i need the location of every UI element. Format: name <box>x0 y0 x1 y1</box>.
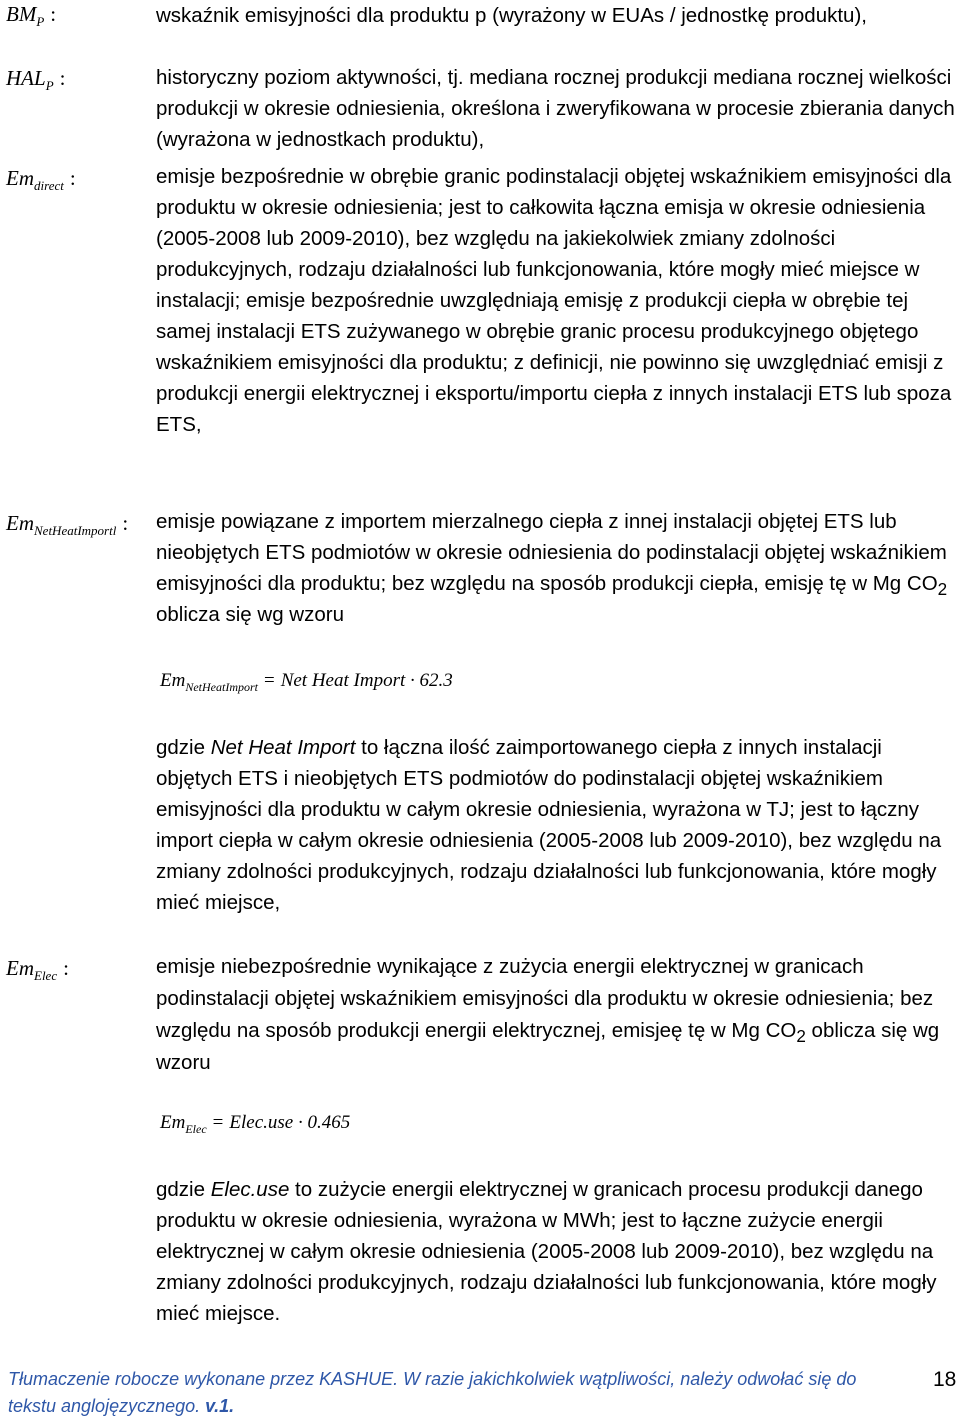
symbol-em-direct: $Em_{direct}$ : <box>6 166 76 194</box>
symbol-hal-p: $HAL_P$ : <box>6 66 66 94</box>
symbol-bm-p: $BM_P$ : <box>6 2 57 30</box>
formula-net-heat-import: $Em_{NetHeatImport}$ = Net Heat Import · 62.3 <box>160 670 453 694</box>
symbol-em-netheatimport: $Em_{NetHeatImportl}$ : <box>6 511 129 539</box>
where-elec-use: gdzie Elec.use to zużycie energii elektrycznej w granicach procesu produkcji danego produktu w okresie odniesienia, wyrażona w MWh; jest to łączne zużycie energii elektrycznej w całym okresie odniesienia (2005-2008 lub 2009-2010), bez względu na zmiany zdolności produkcyjnych, rodzaju działalności lub funkcjonowania, które mogły mieć miejsce. <box>156 1178 937 1325</box>
formula-elec: $Em_{Elec}$ = Elec.use · 0.465 <box>160 1112 351 1136</box>
definition-em-direct: emisje bezpośrednie w obrębie granic podinstalacji objętej wskaźnikiem emisyjności dla produktu w okresie odniesienia; jest to całkowita łączna emisja w okresie odniesienia (2005-2008 lub 2009-2010), bez względu na jakiekolwiek zmiany zdolności produkcyjnych, rodzaju działalności lub funkcjonowania, które mogły mieć miejsce w instalacji; emisje bezpośrednie uwzględniają emisję z produkcji ciepła w obrębie tej samej instalacji ETS zużywanego w obrębie granic procesu produkcyjnego objętego wskaźnikiem emisyjności dla produktu; z definicji, nie powinno się uwzględniać emisji z produkcji energii elektrycznej i eksportu/importu ciepła z innych instalacji ETS lub spoza ETS, <box>156 165 952 436</box>
footer-note: Tłumaczenie robocze wykonane przez KASHUE. W razie jakichkolwiek wątpliwości, należy odwołać się do tekstu anglojęzycznego. v.1. <box>8 1369 857 1416</box>
symbol-em-elec: $Em_{Elec}$ : <box>6 956 69 984</box>
where-net-heat-import: gdzie Net Heat Import to łączna ilość zaimportowanego ciepła z innych instalacji objętych ETS i nieobjętych ETS podmiotów do podinstalacji objętej wskaźnikiem emisyjności dla produktu w całym okresie odniesienia, wyrażona w TJ; jest to łączny import ciepła w całym okresie odniesienia (2005-2008 lub 2009-2010), bez względu na zmiany zdolności produkcyjnych, rodzaju działalności lub funkcjonowania, które mogły mieć miejsce, <box>156 736 942 914</box>
definition-hal-p: historyczny poziom aktywności, tj. mediana rocznej produkcji mediana rocznej wielkości produkcji w okresie odniesienia, określona i zweryfikowana w procesie zbierania danych (wyrażona w jednostkach produktu), <box>156 66 955 151</box>
definition-em-elec: emisje niebezpośrednie wynikające z zużycia energii elektrycznej w granicach podinstalacji objętej wskaźnikiem emisyjności dla produktu w okresie odniesienia; bez względu na sposób produkcji energii elektrycznej, emisjeę tę w Mg $CO_2$ oblicza się wg wzoru <box>156 955 940 1074</box>
definition-em-netheatimport: emisje powiązane z importem mierzalnego ciepła z innej instalacji objętej ETS lub nieobjętych ETS podmiotów w okresie odniesienia do podinstalacji objętej wskaźnikiem emisyjności dla produktu; bez względu na sposób produkcji ciepła, emisję tę w Mg $CO_2$ oblicza się wg wzoru <box>156 510 948 626</box>
definition-bm-p: wskaźnik emisyjności dla produktu p (wyrażony w EUAs / jednostkę produktu), <box>156 4 867 27</box>
page-number: 18 <box>933 1368 957 1391</box>
